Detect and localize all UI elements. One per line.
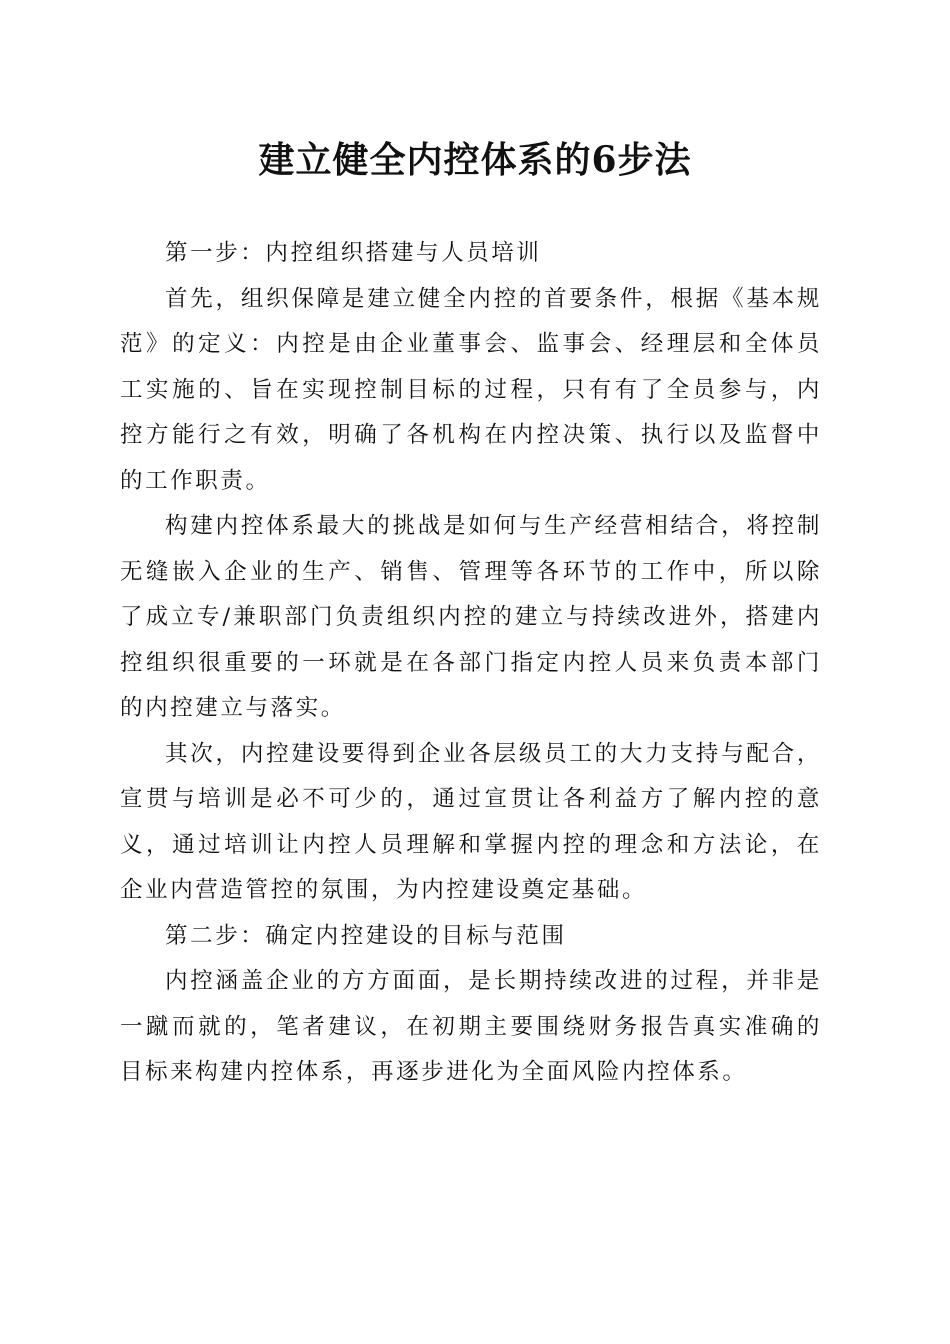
paragraph-scope: 内控涵盖企业的方方面面，是长期持续改进的过程，并非是一蹴而就的，笔者建议，在初期主要围绕财务报告真实准确的目标来构建内控体系，再逐步进化为全面风险内控体系。 bbox=[120, 968, 822, 1085]
document-title: 建立健全内控体系的6步法 bbox=[258, 139, 692, 181]
paragraph-training: 其次，内控建设要得到企业各层级员工的大力支持与配合，宣贯与培训是必不可少的，通过宣贯让各利益方了解内控的意义，通过培训让内控人员理解和掌握内控的理念和方法论，在企业内营造管控的氛围，为内控建设奠定基础。 bbox=[120, 740, 822, 903]
paragraph-organization-guarantee: 首先，组织保障是建立健全内控的首要条件，根据《基本规范》的定义：内控是由企业董事会、监事会、经理层和全体员工实施的、旨在实现控制目标的过程，只有有了全员参与，内控方能行之有效，明确了各机构在内控决策、执行以及监督中的工作职责。 bbox=[120, 285, 822, 494]
document-body bbox=[120, 231, 822, 1096]
section-heading-step-2: 第二步：确定内控建设的目标与范围 bbox=[165, 922, 567, 949]
section-heading-step-1: 第一步：内控组织搭建与人员培训 bbox=[165, 240, 542, 266]
paragraph-control-integration: 构建内控体系最大的挑战是如何与生产经营相结合，将控制无缝嵌入企业的生产、销售、管理等各环节的工作中，所以除了成立专/兼职部门负责组织内控的建立与持续改进外，搭建内控组织很重要的一环就是在各部门指定内控人员来负责本部门的内控建立与落实。 bbox=[120, 513, 822, 721]
